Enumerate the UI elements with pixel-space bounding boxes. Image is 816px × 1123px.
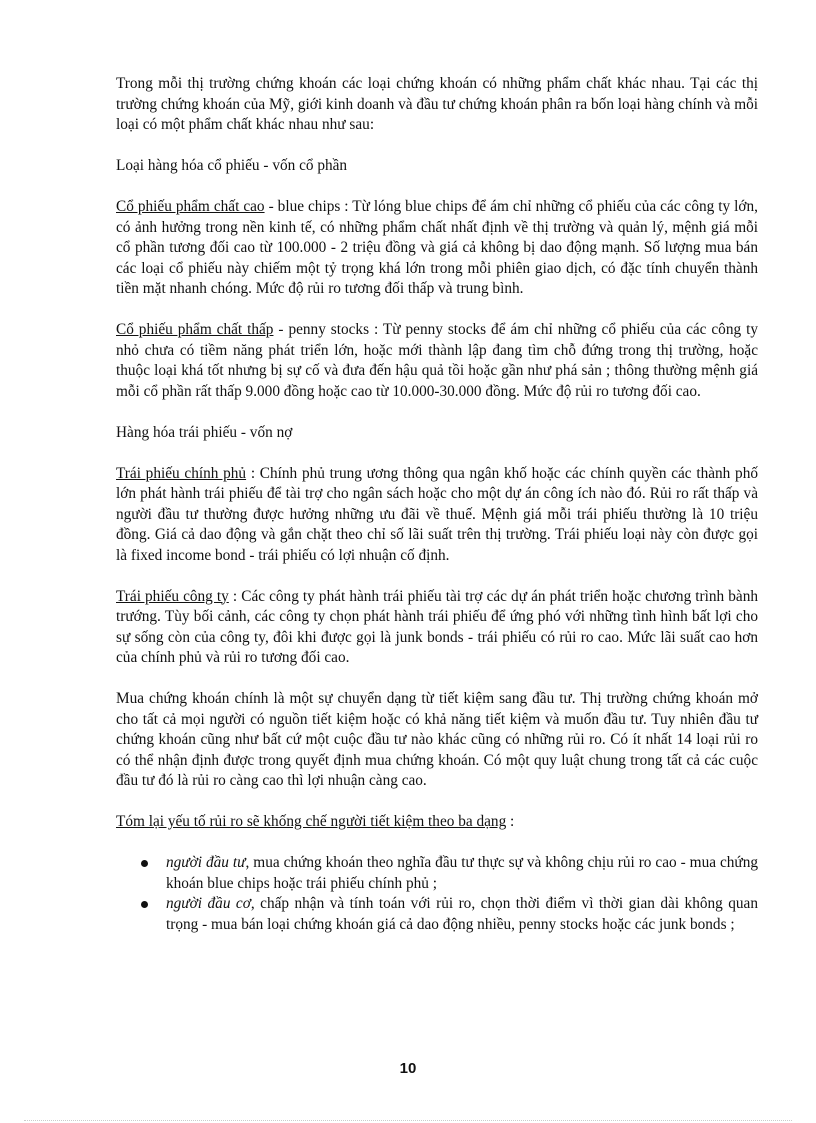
- speculator-text: , chấp nhận và tính toán với rủi ro, chọn thời điểm vì thời gian dài không quan trọng - mua bán loại chứng khoán giá cả dao động nhiều, penny stocks hoặc các junk bonds ;: [166, 895, 758, 933]
- summary-paragraph: [116, 812, 758, 833]
- penny-stocks-term: Cổ phiếu phẩm chất thấp: [116, 321, 274, 338]
- risk-types-list: [116, 853, 758, 935]
- summary-heading: Tóm lại yếu tố rủi ro sẽ khống chế người tiết kiệm theo ba dạng: [116, 813, 507, 830]
- bullet-icon: [141, 860, 148, 867]
- page-number: 10: [399, 1060, 417, 1077]
- section-heading-bonds: Hàng hóa trái phiếu - vốn nợ: [116, 423, 293, 441]
- gov-bonds-term: Trái phiếu chính phủ: [116, 464, 247, 482]
- bullet-icon: [141, 901, 148, 908]
- blue-chips-term: Cổ phiếu phẩm chất cao: [116, 198, 265, 215]
- gov-bonds-text: : Chính phủ trung ương thông qua ngân khố hoặc các chính quyền các thành phố lớn phát hành trái phiếu để tài trợ cho ngân sách hoặc cho một dự án công ích nào đó. Rủi ro rất thấp và người đầu tư thường được hưởng những ưu đãi về thuế. Mệnh giá mỗi trái phiếu thường là 10 triệu đồng. Giá cả dao động và gắn chặt theo chỉ số lãi suất trên thị trường. Trái phiếu loại này còn được gọi là fixed income bond - trái phiếu có lợi nhuận cố định.: [116, 464, 758, 564]
- section-heading-stocks: Loại hàng hóa cổ phiếu - vốn cổ phần: [116, 157, 348, 174]
- summary-suffix: :: [506, 813, 515, 830]
- penny-stocks-text: - penny stocks : Từ penny stocks để ám chỉ những cổ phiếu của các công ty nhỏ chưa có tiềm năng phát triển lớn, hoặc mới thành lập đang tìm chỗ đứng trong thị trường, hoặc thuộc loại khá tốt nhưng bị sự cố và đưa đến hậu quả tồi hoặc gần như phá sản ; thông thường mệnh giá mỗi cổ phần rất thấp 9.000 đồng hoặc cao từ 10.000-30.000 đồng. Mức độ rủi ro tương đối cao.: [116, 321, 758, 400]
- investor-text: , mua chứng khoán theo nghĩa đầu tư thực sự và không chịu rủi ro cao - mua chứng khoán blue chips hoặc trái phiếu chính phủ ;: [166, 854, 758, 892]
- corp-bonds-text: : Các công ty phát hành trái phiếu tài trợ các dự án phát triển hoặc chương trình bành trướng. Tùy bối cảnh, các công ty chọn phát hành trái phiếu để ứng phó với những tình hình bất lợi cho sự sống còn của công ty, đôi khi được gọi là junk bonds - trái phiếu có rủi ro cao. Mức lãi suất cao hơn của chính phủ và rủi ro tương đối cao.: [116, 587, 759, 666]
- list-item-investor: [116, 853, 758, 894]
- page-bottom-divider: [24, 1120, 792, 1121]
- blue-chips-text: - blue chips : Từ lóng blue chips để ám chỉ những cổ phiếu của các công ty lớn, có ảnh hưởng trong nền kinh tế, có những phẩm chất nhất định về thị trường và quản lý, mệnh giá mỗi cổ phần tương đối cao từ 100.000 - 2 triệu đồng và giá cả không bị dao động mạnh. Số lượng mua bán các loại cổ phiếu này chiếm một tỷ trọng khá lớn trong mỗi phiên giao dịch, có đặc tính chuyển thành tiền mặt nhanh chóng. Mức độ rủi ro tương đối thấp và trung bình.: [116, 198, 758, 297]
- penny-stocks-paragraph: [116, 320, 758, 402]
- investor-term: người đầu tư: [166, 854, 246, 871]
- speculator-term: người đầu cơ: [166, 895, 251, 912]
- corp-bonds-paragraph: [116, 587, 758, 669]
- investment-paragraph: Mua chứng khoán chính là một sự chuyển dạng từ tiết kiệm sang đầu tư. Thị trường chứng khoán mở cho tất cả mọi người có nguồn tiết kiệm hoặc có khả năng tiết kiệm và muốn đầu tư. Tuy nhiên đầu tư chứng khoán cũng như bất cứ một cuộc đầu tư nào khác cũng có những rủi ro. Có ít nhất 14 loại rủi ro có thể nhận định được trong quyết định mua chứng khoán. Có một quy luật chung trong tất cả các cuộc đầu tư đó là rủi ro càng cao thì lợi nhuận càng cao.: [116, 690, 758, 789]
- blue-chips-paragraph: [116, 197, 758, 300]
- corp-bonds-term: Trái phiếu công ty: [116, 587, 229, 605]
- list-item-speculator: [116, 894, 758, 935]
- document-body: [116, 74, 758, 935]
- gov-bonds-paragraph: [116, 464, 758, 567]
- intro-paragraph: Trong mỗi thị trường chứng khoán các loại chứng khoán có những phẩm chất khác nhau. Tại các thị trường chứng khoán của Mỹ, giới kinh doanh và đầu tư chứng khoán phân ra bốn loại hàng chính và mỗi loại có một phẩm chất khác nhau như sau:: [116, 75, 758, 133]
